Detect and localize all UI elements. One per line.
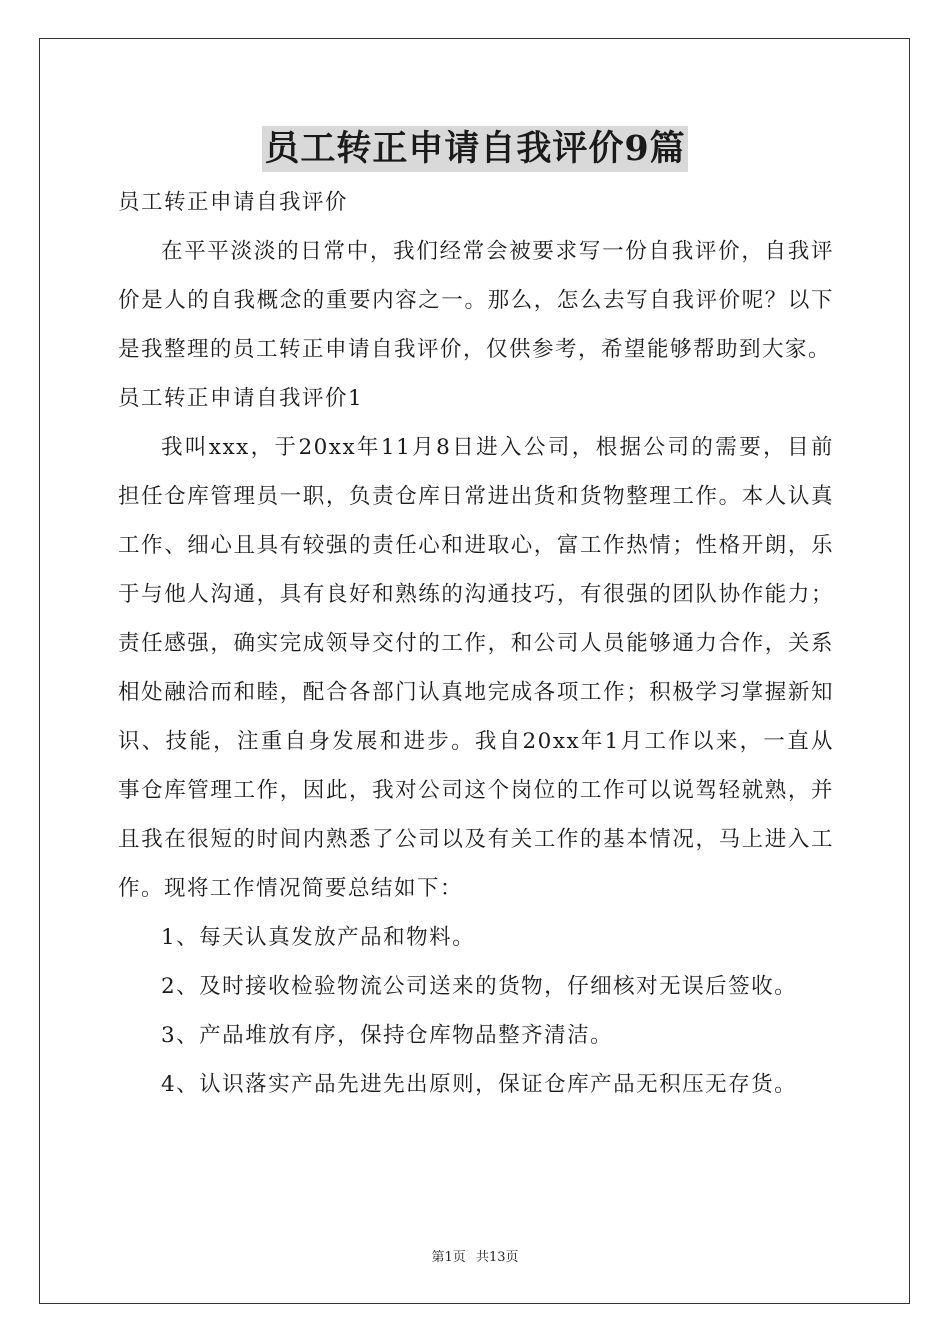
title-wrap [0, 126, 950, 172]
paragraph-6: 3、产品堆放有序，保持仓库物品整齐清洁。 [161, 1023, 614, 1048]
paragraph-7: 4、认识落实产品先进先出原则，保证仓库产品无积压无存货。 [161, 1072, 798, 1097]
page-total: 共13页 [475, 1250, 519, 1265]
page-footer [0, 1246, 950, 1265]
document-body [118, 178, 834, 1109]
document-title: 员工转正申请自我评价9篇 [262, 126, 687, 172]
paragraph-5: 2、及时接收检验物流公司送来的货物，仔细核对无误后签收。 [161, 974, 798, 999]
paragraph-0: 员工转正申请自我评价 [118, 190, 349, 215]
page-number: 第1页 [431, 1250, 466, 1265]
paragraph-2: 员工转正申请自我评价1 [118, 386, 364, 411]
paragraph-3: 我叫xxx，于20xx年11月8日进入公司，根据公司的需要，目前担任仓库管理员一职，负责仓库日常进出货和货物整理工作。本人认真工作、细心且具有较强的责任心和进取心，富工作热情；性格开朗，乐于与他人沟通，具有良好和熟练的沟通技巧，有很强的团队协作能力；责任感强，确实完成领导交付的工作，和公司人员能够通力合作，关系相处融洽而和睦，配合各部门认真地完成各项工作；积极学习掌握新知识、技能，注重自身发展和进步。我自20xx年1月工作以来，一直从事仓库管理工作，因此，我对公司这个岗位的工作可以说驾轻就熟，并且我在很短的时间内熟悉了公司以及有关工作的基本情况，马上进入工作。现将工作情况简要总结如下： [118, 435, 834, 901]
paragraph-1: 在平平淡淡的日常中，我们经常会被要求写一份自我评价，自我评价是人的自我概念的重要内容之一。那么，怎么去写自我评价呢？以下是我整理的员工转正申请自我评价，仅供参考，希望能够帮助到大家。 [118, 239, 834, 362]
paragraph-4: 1、每天认真发放产品和物料。 [161, 925, 476, 950]
